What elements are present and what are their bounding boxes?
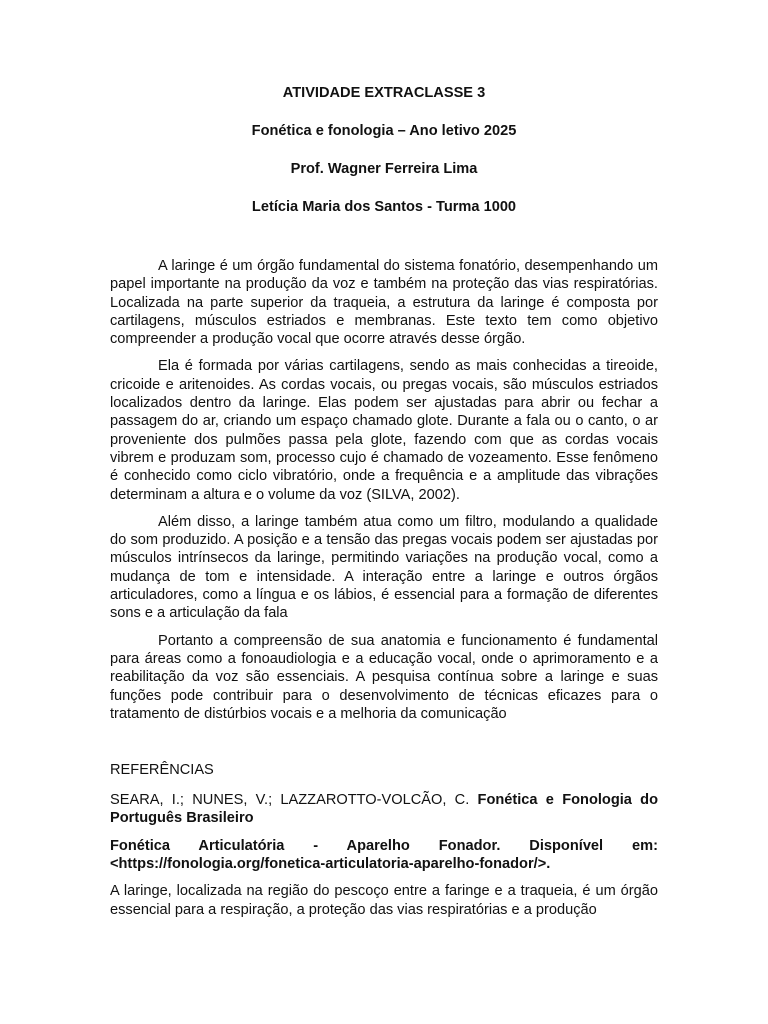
professor-line: Prof. Wagner Ferreira Lima [290,161,478,177]
body-paragraph-1: A laringe é um órgão fundamental do sistema fonatório, desempenhando um papel importante na produção da voz e também na proteção das vias respiratórias. Localizada na parte superior da traqueia, a estrutura da laringe é composta por cartilagens, músculos estriados e membranas. Este texto tem como objetivo compreender a produção vocal que ocorre através desse órgão. [110,258,658,348]
document-title: ATIVIDADE EXTRACLASSE 3 [282,85,486,101]
body-paragraph-2: Ela é formada por várias cartilagens, sendo as mais conhecidas a tireoide, cricoide e aritenoides. As cordas vocais, ou pregas vocais, são músculos estriados localizados dentro da laringe. Elas podem ser ajustadas para abrir ou fechar a passagem do ar, criando um espaço chamado glote. Durante a fala ou o canto, o ar proveniente dos pulmões passa pela glote, fazendo com que as cordas vocais vibrem e produzam som, processo cujo é chamado de vozeamento. Esse fenômeno é conhecido como ciclo vibratório, onde a frequência e a amplitude das vibrações determinam a altura e o volume da voz (SILVA, 2002). [110,358,658,503]
body-paragraph-3: Além disso, a laringe também atua como um filtro, modulando a qualidade do som produzido. A posição e a tensão das pregas vocais podem ser ajustadas por músculos intrínsecos da laringe, permitindo variações na produção vocal, como a mudança de tom e intensidade. A interação entre a laringe e outros órgãos articuladores, como a língua e os lábios, é essencial para a formação de diferentes sons e a articulação da fala [110,513,658,622]
reference-1-authors: SEARA, I.; NUNES, V.; LAZZAROTTO-VOLCÃO, C. [110,792,478,809]
document-page [110,84,658,919]
reference-1 [110,791,658,828]
reference-2 [110,837,658,874]
student-line: Letícia Maria dos Santos - Turma 1000 [251,199,517,215]
body-paragraph-4: Portanto a compreensão de sua anatomia e funcionamento é fundamental para áreas como a fonoaudiologia e a educação vocal, onde o aprimoramento e a reabilitação da voz são essenciais. A pesquisa contínua sobre a laringe e suas funções pode contribuir para o desenvolvimento de técnicas eficazes para o tratamento de distúrbios vocais e a melhoria da comunicação [110,632,658,722]
reference-3: A laringe, localizada na região do pescoço entre a faringe e a traqueia, é um órgão essencial para a respiração, a proteção das vias respiratórias e a produção [110,883,658,918]
references-heading: REFERÊNCIAS [110,762,214,779]
reference-2-text: Fonética Articulatória - Aparelho Fonador. Disponível em: <https://fonologia.org/fonetica-articulatoria-aparelho-fonador/>. [110,837,658,873]
reference-1-work: Fonética e Fonologia do Português Brasileiro [110,792,659,827]
subject-line: Fonética e fonologia – Ano letivo 2025 [251,123,517,139]
